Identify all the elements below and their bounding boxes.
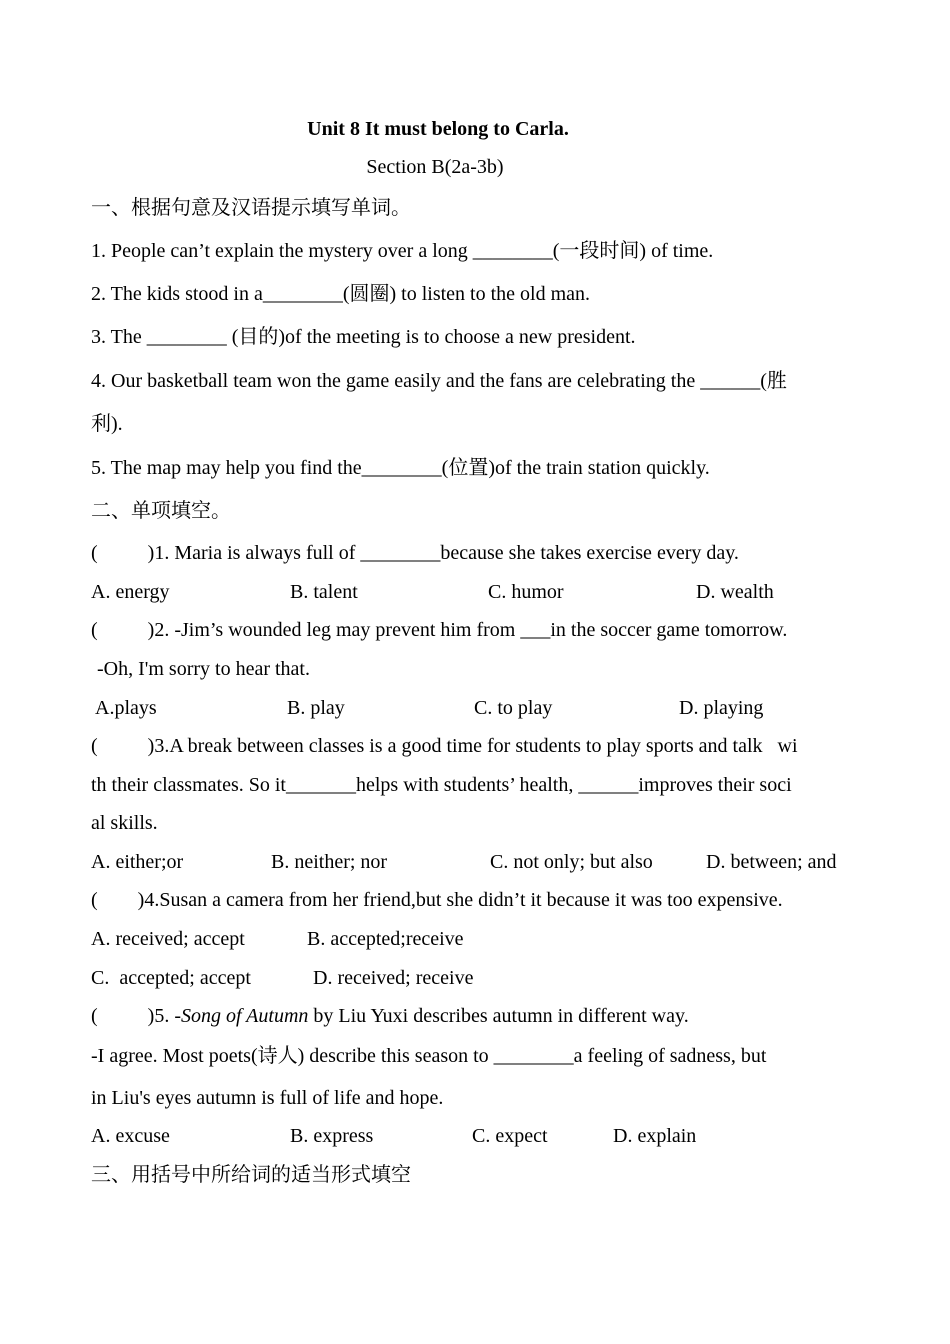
q1-option-d: D. wealth [696, 581, 774, 603]
q2-option-a: A.plays [95, 697, 157, 719]
q2-option-d: D. playing [679, 697, 764, 719]
part2-question-2-reply: -Oh, I'm sorry to hear that. [97, 658, 310, 680]
q3-option-d: D. between; and [706, 851, 837, 873]
part2-question-5-stem [91, 1003, 689, 1029]
q5-poem-title: Song of Autumn [180, 1005, 309, 1027]
part1-question-1: 1. People can’t explain the mystery over a long ________(一段时间) of time. [91, 240, 714, 262]
part1-question-3: 3. The ________ (目的)of the meeting is to choose a new president. [91, 326, 636, 348]
q1-option-a: A. energy [91, 581, 170, 603]
q5-stem-suffix: by Liu Yuxi describes autumn in different way. [308, 1005, 689, 1027]
q5-option-d: D. explain [613, 1125, 697, 1147]
section-subtitle: Section B(2a-3b) [366, 156, 504, 178]
q4-option-c: C. accepted; accept [91, 967, 251, 989]
part2-question-5-reply-line2: in Liu's eyes autumn is full of life and hope. [91, 1087, 444, 1109]
worksheet-title: Unit 8 It must belong to Carla. [307, 118, 569, 140]
part2-question-2-stem: ( )2. -Jim’s wounded leg may prevent him from ___in the soccer game tomorrow. [91, 619, 788, 641]
q2-option-c: C. to play [474, 697, 553, 719]
q4-option-b: B. accepted;receive [307, 928, 464, 950]
q5-stem-prefix: ( )5. - [91, 1005, 181, 1027]
q4-option-a: A. received; accept [91, 928, 245, 950]
q2-option-b: B. play [287, 697, 345, 719]
part2-heading: 二、单项填空。 [91, 500, 231, 522]
part1-question-5: 5. The map may help you find the________(位置)of the train station quickly. [91, 457, 710, 479]
part2-question-4-stem: ( )4.Susan a camera from her friend,but she didn’t it because it was too expensive. [91, 889, 783, 911]
q3-option-b: B. neither; nor [271, 851, 388, 873]
q1-option-c: C. humor [488, 581, 564, 603]
q5-option-c: C. expect [472, 1125, 548, 1147]
part1-question-4-line2: 利). [91, 413, 123, 435]
part3-heading: 三、用括号中所给词的适当形式填空 [91, 1164, 411, 1186]
part2-question-3-stem-line3: al skills. [91, 812, 158, 834]
part2-question-3-stem-line2: th their classmates. So it_______helps with students’ health, ______improves their soci [91, 774, 792, 796]
part1-question-4-line1: 4. Our basketball team won the game easily and the fans are celebrating the ______(胜 [91, 370, 787, 392]
part2-question-5-reply-line1: -I agree. Most poets(诗人) describe this season to ________a feeling of sadness, but [91, 1045, 767, 1067]
q4-option-d: D. received; receive [313, 967, 474, 989]
part1-question-2: 2. The kids stood in a________(圆圈) to listen to the old man. [91, 283, 591, 305]
q5-option-b: B. express [290, 1125, 374, 1147]
q3-option-c: C. not only; but also [490, 851, 653, 873]
part2-question-3-stem-line1: ( )3.A break between classes is a good time for students to play sports and talk wi [91, 735, 798, 757]
part1-heading: 一、根据句意及汉语提示填写单词。 [91, 197, 411, 219]
part2-question-1-stem: ( )1. Maria is always full of ________because she takes exercise every day. [91, 542, 739, 564]
q5-option-a: A. excuse [91, 1125, 170, 1147]
q3-option-a: A. either;or [91, 851, 184, 873]
q1-option-b: B. talent [290, 581, 358, 603]
